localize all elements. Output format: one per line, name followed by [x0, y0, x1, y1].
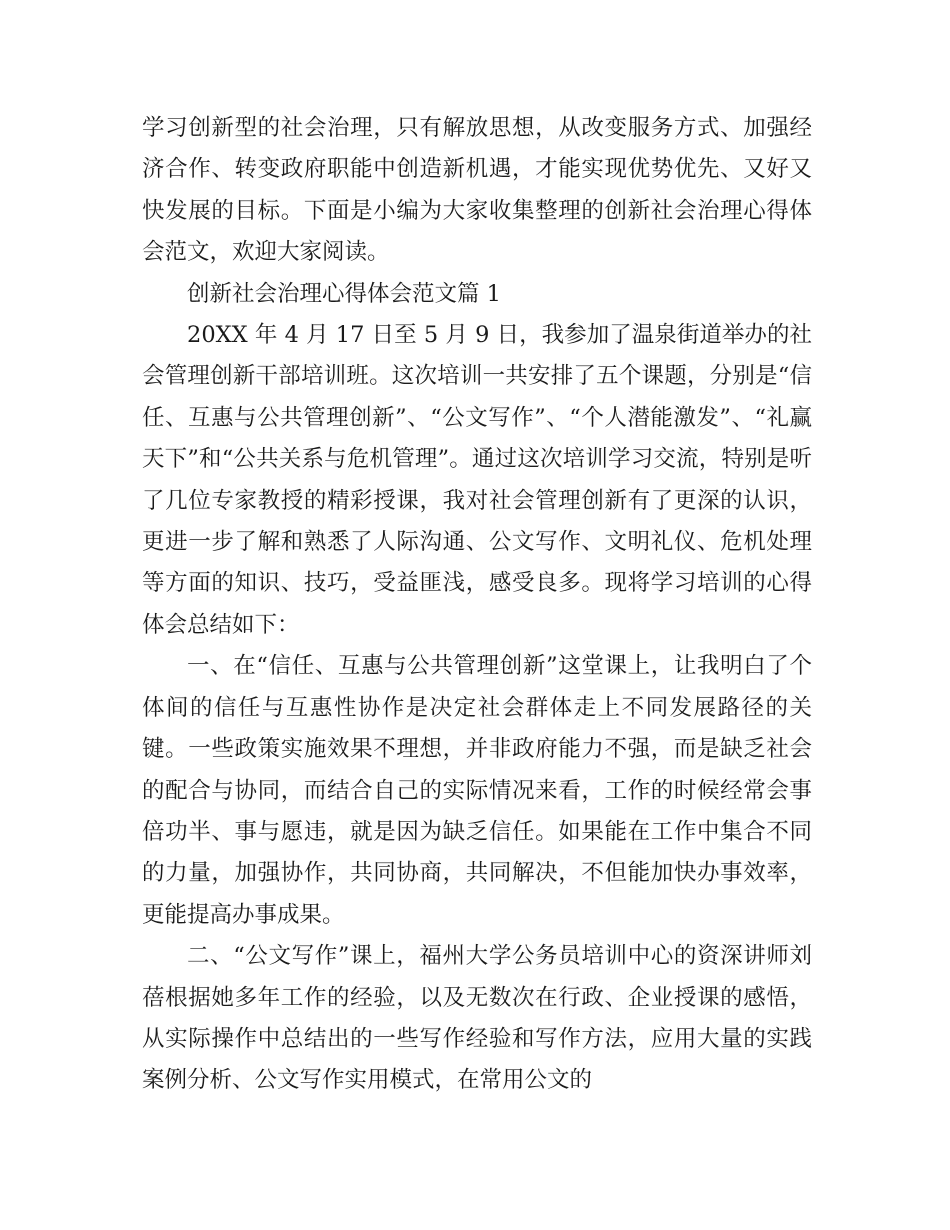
body-paragraph: 二、“公文写作”课上，福州大学公务员培训中心的资深讲师刘蓓根据她多年工作的经验，以及无数次在行政、企业授课的感悟，从实际操作中总结出的一些写作经验和写作方法，应用大量的实践案例分析、公文写作实用模式，在常用公文的 — [142, 943, 812, 1094]
body-paragraph: 20XX 年 4 月 17 日至 5 月 9 日，我参加了温泉街道举办的社会管理创新干部培训班。这次培训一共安排了五个课题，分别是“信任、互惠与公共管理创新”、“公文写作”、“个人潜能激发”、“礼赢天下”和“公共关系与危机管理”。通过这次培训学习交流，特别是听了几位专家教授的精彩授课，我对社会管理创新有了更深的认识，更进一步了解和熟悉了人际沟通、公文写作、文明礼仪、危机处理等方面的知识、技巧，受益匪浅，感受良多。现将学习培训的心得体会总结如下： — [142, 322, 812, 638]
body-paragraph: 一、在“信任、互惠与公共管理创新”这堂课上，让我明白了个体间的信任与互惠性协作是决定社会群体走上不同发展路径的关键。一些政策实施效果不理想，并非政府能力不强，而是缺乏社会的配合与协同，而结合自己的实际情况来看，工作的时候经常会事倍功半、事与愿违，就是因为缺乏信任。如果能在工作中集合不同的力量，加强协作，共同协商，共同解决，不但能加快办事效率，更能提高办事成果。 — [142, 653, 812, 928]
intro-paragraph: 学习创新型的社会治理，只有解放思想，从改变服务方式、加强经济合作、转变政府职能中创造新机遇，才能实现优势优先、又好又快发展的目标。下面是小编为大家收集整理的创新社会治理心得体会范文，欢迎大家阅读。 — [142, 115, 812, 266]
section-heading: 创新社会治理心得体会范文篇 1 — [187, 280, 501, 307]
document-page — [142, 108, 812, 1102]
